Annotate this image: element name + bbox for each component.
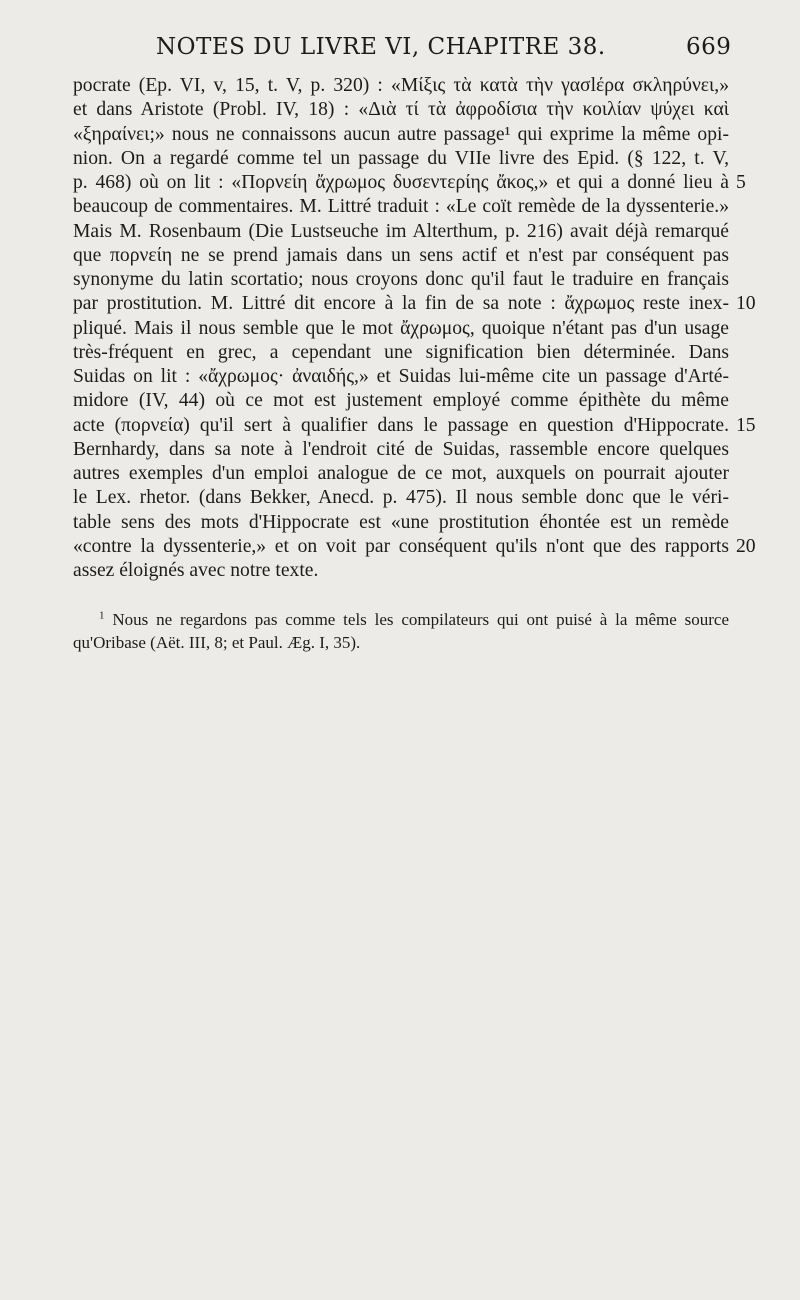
line-number: 10 <box>736 293 756 314</box>
text-line: beaucoup de commentaires. M. Littré traduit : «Le coït remède de la dyssenterie.» <box>73 196 729 218</box>
footnote-marker: 1 <box>99 609 105 622</box>
text-line: p. 468) où on lit : «Πορνείη ἄχρωμος δυσεντερίης ἄκος,» et qui a donné lieu à <box>73 172 729 193</box>
text-line: autres exemples d'un emploi analogue de ce mot, auxquels on pourrait ajouter <box>73 463 729 484</box>
footnote <box>73 608 729 654</box>
text-line: midore (IV, 44) où ce mot est justement employé comme épithète du même <box>73 390 729 412</box>
text-line: que πορνείη ne se prend jamais dans un sens actif et n'est par conséquent pas <box>73 244 729 266</box>
text-line: synonyme du latin scortatio; nous croyons donc qu'il faut le traduire en français <box>73 269 729 290</box>
text-line: pocrate (Ep. VI, v, 15, t. V, p. 320) : «Μίξις τὰ κατὰ τὴν γασlέρα σκληρύνει,» <box>73 75 729 96</box>
text-line: nion. On a regardé comme tel un passage du VIIe livre des Epid. (§ 122, t. V, <box>73 147 729 169</box>
text-line: le Lex. rhetor. (dans Bekker, Anecd. p. 475). Il nous semble donc que le véri- <box>73 487 729 509</box>
line-number: 20 <box>736 536 756 557</box>
footnote-line: qu'Oribase (Aët. III, 8; et Paul. Æg. I, 35). <box>73 633 361 652</box>
text-line: Mais M. Rosenbaum (Die Lustseuche im Alterthum, p. 216) avait déjà remarqué <box>73 220 729 242</box>
line-number: 15 <box>736 415 756 436</box>
running-title: NOTES DU LIVRE VI, CHAPITRE 38. <box>156 34 606 60</box>
text-line: acte (πορνεία) qu'il sert à qualifier dans le passage en question d'Hippocrate. <box>73 414 729 436</box>
text-line: Suidas on lit : «ἄχρωμος· ἀναιδής,» et Suidas lui-même cite un passage d'Arté- <box>73 366 729 387</box>
text-line: «contre la dyssenterie,» et on voit par conséquent qu'ils n'ont que des rapports <box>73 535 729 557</box>
text-line: très-fréquent en grec, a cependant une signification bien déterminée. Dans <box>73 341 729 363</box>
text-line: pliqué. Mais il nous semble que le mot ἄχρωμος, quoique n'étant pas d'un usage <box>73 317 729 339</box>
text-line: et dans Aristote (Probl. IV, 18) : «Διὰ τί τὰ ἀφροδίσια τὴν κοιλίαν ψύχει καὶ <box>73 99 729 121</box>
page-number: 669 <box>686 34 732 60</box>
main-text <box>73 74 729 583</box>
text-line: par prostitution. M. Littré dit encore à la fin de sa note : ἄχρωμος reste inex- <box>73 293 729 315</box>
text-line: assez éloignés avec notre texte. <box>73 560 319 581</box>
running-head <box>0 30 800 66</box>
text-line: Bernhardy, dans sa note à l'endroit cité de Suidas, rassemble encore quelques <box>73 438 729 460</box>
footnote-line <box>73 608 729 631</box>
text-line: «ξηραίνει;» nous ne connaissons aucun autre passage¹ qui exprime la même opi- <box>73 123 729 145</box>
line-number: 5 <box>736 172 746 193</box>
text-line: table sens des mots d'Hippocrate est «une prostitution éhontée est un remède <box>73 511 729 533</box>
footnote-text: Nous ne regardons pas comme tels les compilateurs qui ont puisé à la même source <box>112 610 730 629</box>
